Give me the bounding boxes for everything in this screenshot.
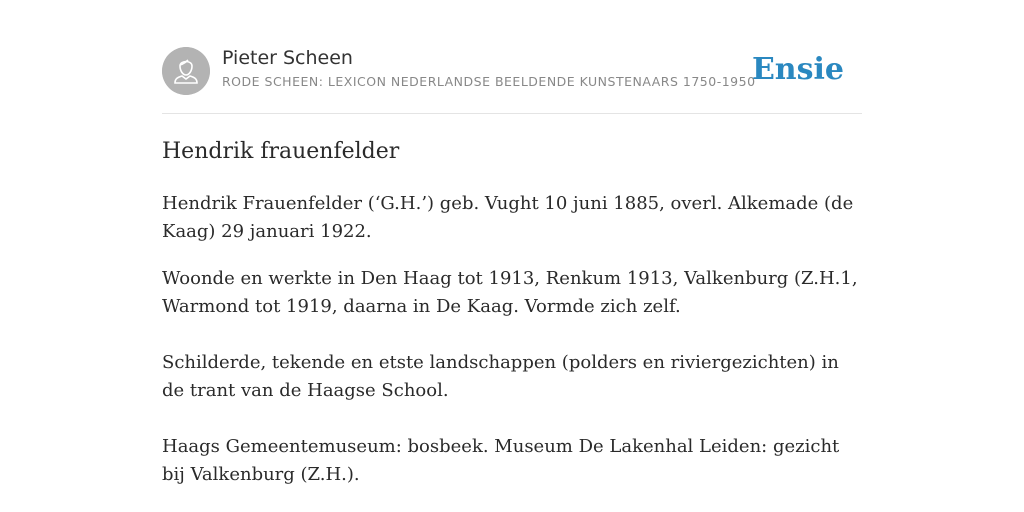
article-header bbox=[162, 46, 862, 114]
brand-logo[interactable]: Ensie bbox=[751, 52, 844, 87]
article-paragraph: Woonde en werkte in Den Haag tot 1913, Renkum 1913, Valkenburg (Z.H.1, Warmond tot 1919, daarna in De Kaag. Vormde zich zelf. Schilderde, tekende en etste landschappen (polders en riviergezichten) in de trant van de Haagse School. Haags Gemeentemuseum: bosbeek. Museum De Lakenhal Leiden: gezicht bij Valkenburg (Z.H.). bbox=[162, 268, 858, 485]
header-divider bbox=[162, 113, 862, 114]
article-paragraph: Hendrik Frauenfelder (‘G.H.’) geb. Vught 10 juni 1885, overl. Alkemade (de Kaag) 29 januari 1922. bbox=[162, 193, 854, 242]
article-title: Hendrik frauenfelder bbox=[162, 139, 400, 164]
source-lexicon[interactable]: RODE SCHEEN: LEXICON NEDERLANDSE BEELDENDE KUNSTENAARS 1750-1950 bbox=[222, 74, 756, 89]
author-name[interactable]: Pieter Scheen bbox=[222, 47, 353, 69]
article-body bbox=[162, 136, 862, 508]
user-avatar-icon[interactable] bbox=[162, 47, 210, 95]
